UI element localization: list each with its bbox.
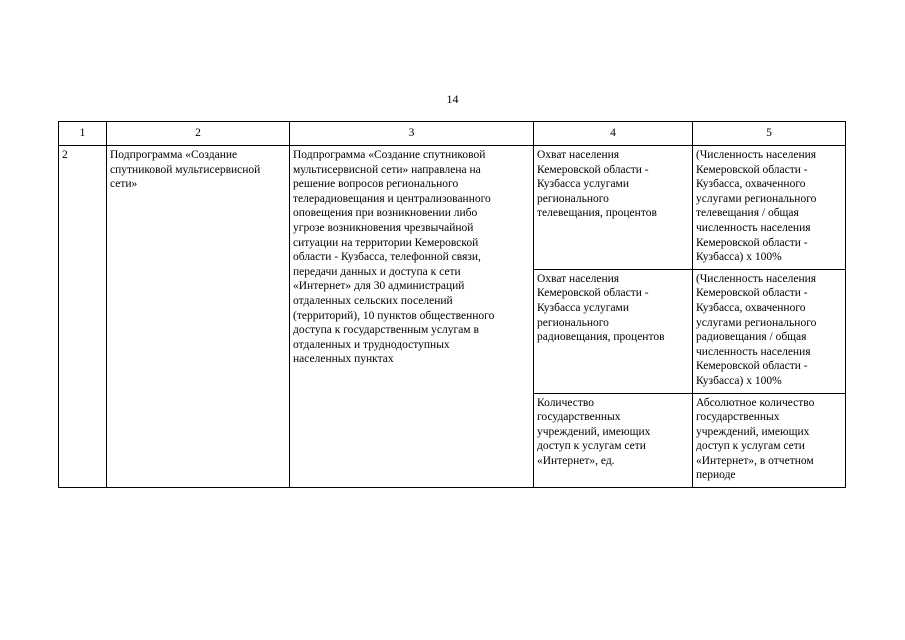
indicator-name-cell bbox=[534, 146, 693, 270]
page-number: 14 bbox=[446, 92, 459, 106]
description-cell bbox=[290, 146, 534, 488]
table-header-row bbox=[59, 122, 846, 146]
subprogram-description: Подпрограмма «Создание спутниковой мультисервисной сети» направлена на решение вопросов регионального телерадиовещания и централизованного оповещения при возникновении либо угрозе возникновения чрезвычайной ситуации на территории Кемеровской области - Кузбасса, телефонной связи, передачи данных и доступа к сети «Интернет» для 30 администраций отдаленных сельских поселений (территорий), 10 пунктов общественного доступа к государственным услугам в отдаленных и труднодоступных населенных пунктах bbox=[293, 149, 495, 366]
header-cell-2: 2 bbox=[107, 122, 290, 146]
indicator-name-cell bbox=[534, 393, 693, 488]
indicator-formula: (Численность населения Кемеровской области - Кузбасса, охваченного услугами регионального радиовещания / общая численность населения Кемеровской области - Кузбасса) х 100% bbox=[696, 272, 817, 387]
indicator-name: Охват населения Кемеровской области - Кузбасса услугами регионального радиовещания, процентов bbox=[537, 272, 665, 344]
indicator-formula: (Численность населения Кемеровской области - Кузбасса, охваченного услугами регионального телевещания / общая численность населения Кемеровской области - Кузбасса) х 100% bbox=[696, 149, 817, 264]
indicator-formula-cell bbox=[693, 269, 846, 393]
subprogram-name: Подпрограмма «Создание спутниковой мультисервисной сети» bbox=[110, 149, 261, 191]
indicator-formula-cell bbox=[693, 146, 846, 270]
indicator-name-cell bbox=[534, 269, 693, 393]
row-number: 2 bbox=[62, 149, 68, 161]
indicator-name: Количество государственных учреждений, имеющих доступ к услугам сети «Интернет», ед. bbox=[537, 396, 651, 467]
header-cell-3: 3 bbox=[290, 122, 534, 146]
subprogram-cell bbox=[107, 146, 290, 488]
header-cell-4: 4 bbox=[534, 122, 693, 146]
program-table bbox=[58, 121, 846, 488]
header-cell-5: 5 bbox=[693, 122, 846, 146]
indicator-name: Охват населения Кемеровской области - Кузбасса услугами регионального телевещания, процентов bbox=[537, 149, 657, 220]
indicator-formula: Абсолютное количество государственных учреждений, имеющих доступ к услугам сети «Интернет», в отчетном периоде bbox=[696, 396, 815, 482]
row-number-cell bbox=[59, 146, 107, 488]
header-cell-1: 1 bbox=[59, 122, 107, 146]
indicator-formula-cell bbox=[693, 393, 846, 488]
table-row bbox=[59, 146, 846, 270]
